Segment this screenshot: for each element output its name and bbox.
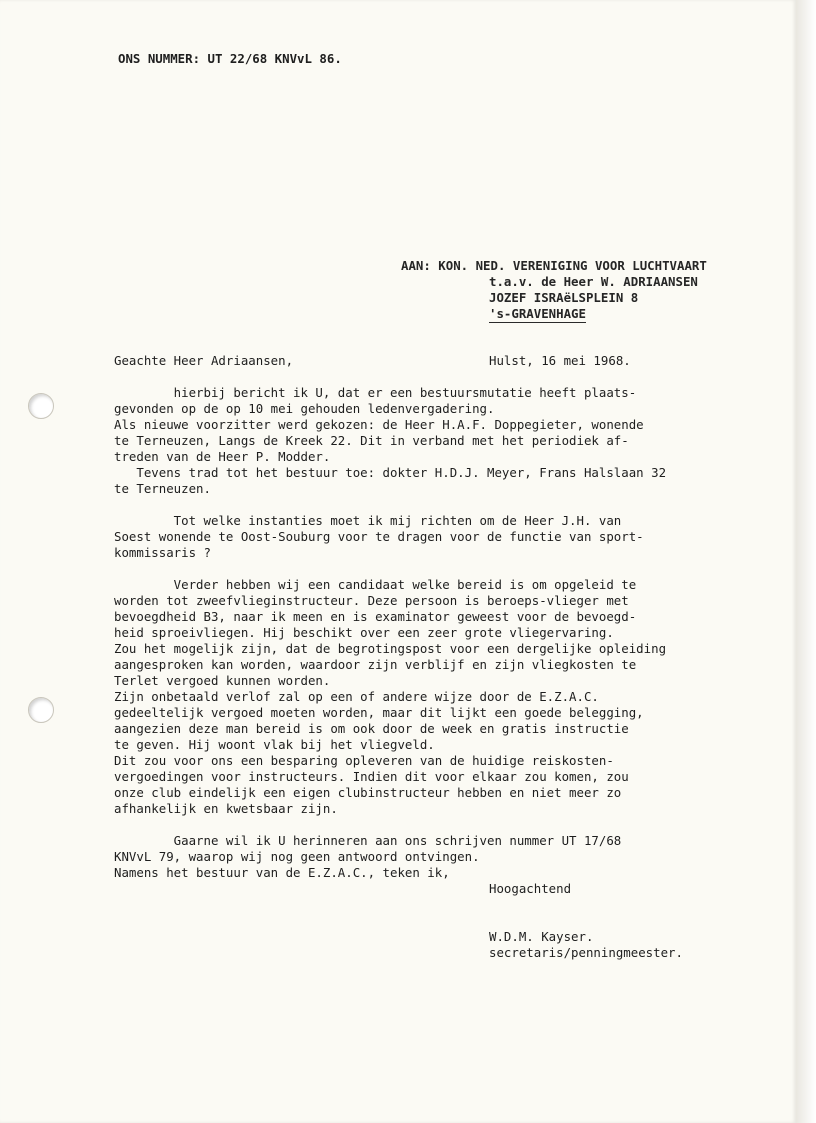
body-line: Zou het mogelijk zijn, dat de begrotingspost voor een dergelijke opleiding — [114, 641, 667, 656]
body-line: te geven. Hij woont vlak bij het vliegveld. — [114, 737, 435, 752]
body-line: onze club eindelijk een eigen clubinstructeur hebben en niet meer zo — [114, 785, 622, 800]
body-line: Terlet vergoed kunnen worden. — [114, 673, 331, 688]
closing: Hoogachtend — [489, 881, 572, 896]
body-line: gevonden op de op 10 mei gehouden ledenvergadering. — [114, 401, 495, 416]
body-line: bevoegdheid B3, naar ik meen en is examinator geweest voor de bevoegd- — [114, 609, 637, 624]
place-date: Hulst, 16 mei 1968. — [489, 353, 631, 368]
body-line: aangezien deze man bereid is om ook door de week en gratis instructie — [114, 721, 629, 736]
reference-number: ONS NUMMER: UT 22/68 KNVvL 86. — [118, 51, 342, 66]
body-line: treden van de Heer P. Modder. — [114, 449, 331, 464]
body-line: hierbij bericht ik U, dat er een bestuursmutatie heeft plaats- — [114, 385, 637, 400]
punch-hole-bottom — [28, 697, 54, 723]
signature-title: secretaris/penningmeester. — [489, 945, 683, 960]
body-line: Soest wonende te Oost-Souburg voor te dragen voor de functie van sport- — [114, 529, 644, 544]
body-line: Gaarne wil ik U herinneren aan ons schrijven nummer UT 17/68 — [114, 833, 622, 848]
page-edge — [796, 0, 816, 1123]
body-line: Verder hebben wij een candidaat welke bereid is om opgeleid te — [114, 577, 637, 592]
body-line: Tot welke instanties moet ik mij richten om de Heer J.H. van — [114, 513, 622, 528]
punch-hole-top — [28, 393, 54, 419]
salutation: Geachte Heer Adriaansen, — [114, 353, 294, 368]
body-line: Dit zou voor ons een besparing opleveren van de huidige reiskosten- — [114, 753, 614, 768]
address-line-2: t.a.v. de Heer W. ADRIAANSEN — [489, 274, 698, 289]
body-line: kommissaris ? — [114, 545, 211, 560]
body-line: gedeeltelijk vergoed moeten worden, maar dit lijkt een goede belegging, — [114, 705, 644, 720]
body-line: vergoedingen voor instructeurs. Indien dit voor elkaar zou komen, zou — [114, 769, 629, 784]
body-line: heid sproeivliegen. Hij beschikt over een zeer grote vliegervaring. — [114, 625, 614, 640]
body-line: Tevens trad tot het bestuur toe: dokter H.D.J. Meyer, Frans Halslaan 32 — [114, 465, 667, 480]
address-city: 's-GRAVENHAGE — [489, 306, 586, 321]
body-line: worden tot zweefvlieginstructeur. Deze persoon is beroeps-vlieger met — [114, 593, 629, 608]
body-line: KNVvL 79, waarop wij nog geen antwoord ontvingen. — [114, 849, 480, 864]
body-line: Als nieuwe voorzitter werd gekozen: de Heer H.A.F. Doppegieter, wonende — [114, 417, 644, 432]
body-line: te Terneuzen. — [114, 481, 211, 496]
body-line: aangesproken kan worden, waardoor zijn verblijf en zijn vliegkosten te — [114, 657, 637, 672]
body-line: Namens het bestuur van de E.Z.A.C., teken ik, — [114, 865, 450, 880]
body-line: Zijn onbetaald verlof zal op een of andere wijze door de E.Z.A.C. — [114, 689, 599, 704]
address-line-4 — [489, 306, 586, 322]
address-line-3: JOZEF ISRAëLSPLEIN 8 — [489, 290, 639, 305]
signature-name: W.D.M. Kayser. — [489, 929, 594, 944]
address-line-1: AAN: KON. NED. VERENIGING VOOR LUCHTVAART — [401, 258, 707, 273]
body-line: afhankelijk en kwetsbaar zijn. — [114, 801, 338, 816]
body-line: te Terneuzen, Langs de Kreek 22. Dit in verband met het periodiek af- — [114, 433, 629, 448]
